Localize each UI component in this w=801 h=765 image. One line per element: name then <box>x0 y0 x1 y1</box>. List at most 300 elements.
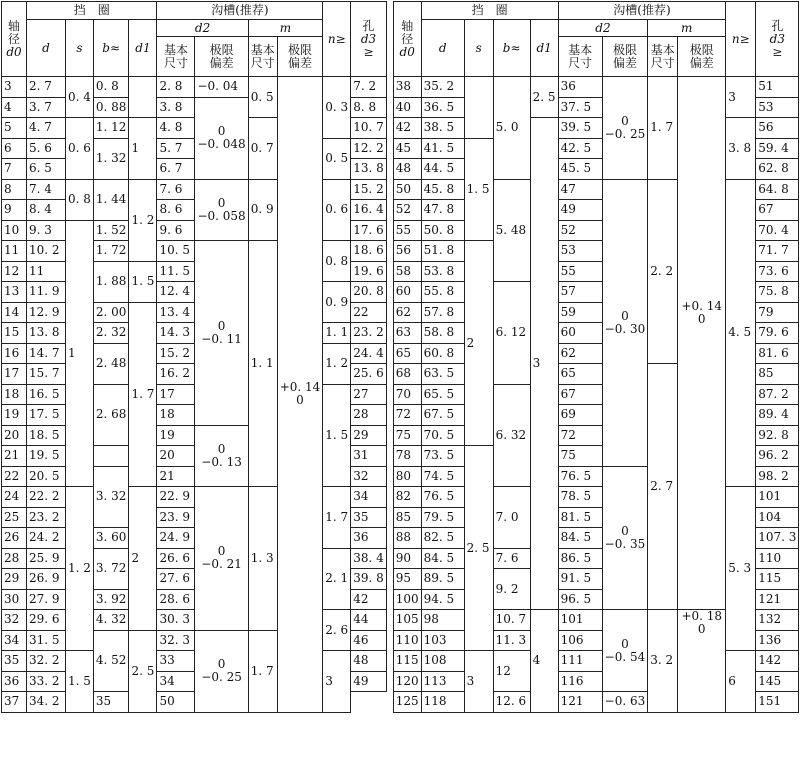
ring-b-cell: 3. 60 <box>93 528 129 549</box>
ring-d-cell: 14. 7 <box>27 343 66 364</box>
header-b <box>493 20 530 77</box>
shaft-diameter-cell: 58 <box>393 261 421 282</box>
ring-b-cell: 1. 52 <box>93 220 129 241</box>
hole-d3-cell: 104 <box>756 507 799 528</box>
shaft-diameter-cell: 22 <box>2 466 27 487</box>
ring-d-cell: 11. 9 <box>27 282 66 303</box>
header-shaft-d0 <box>2 2 27 77</box>
ring-s-cell: 0. 6 <box>66 118 94 180</box>
groove-d2-basic-cell: 7. 6 <box>157 179 195 200</box>
ring-d-cell: 38. 5 <box>421 118 464 139</box>
hole-d3-cell: 17. 6 <box>351 220 387 241</box>
table-row <box>393 651 799 672</box>
ring-s-cell: 1. 5 <box>464 138 493 241</box>
shaft-diameter-cell: 21 <box>2 446 27 467</box>
shaft-diameter-cell: 12 <box>2 261 27 282</box>
groove-m-tolerance-cell <box>678 77 726 610</box>
groove-d2-basic-cell: 19 <box>157 425 195 446</box>
header-hole-symbol: d3 <box>769 31 785 46</box>
tolerance-upper: 0 <box>217 195 226 210</box>
ring-b-cell: 11. 3 <box>493 630 530 651</box>
header-text: 尺寸 <box>650 55 675 70</box>
groove-d2-tolerance-cell <box>602 466 648 610</box>
ring-d-cell: 103 <box>421 630 464 651</box>
n-min-cell: 3. 8 <box>726 118 756 180</box>
hole-d3-cell: 62. 8 <box>756 159 799 180</box>
shaft-diameter-cell: 25 <box>2 507 27 528</box>
ring-b-cell: 4. 52 <box>93 630 129 692</box>
table-row <box>2 138 387 159</box>
header-text: 尺寸 <box>250 55 275 70</box>
ring-d-cell: 20. 5 <box>27 466 66 487</box>
shaft-diameter-cell: 11 <box>2 241 27 262</box>
ring-d-cell: 65. 5 <box>421 384 464 405</box>
groove-d2-basic-cell: 75 <box>558 446 602 467</box>
tolerance-upper: 0 <box>621 308 629 323</box>
tolerance-upper: 0 <box>621 523 629 538</box>
groove-d2-basic-cell: 30. 3 <box>157 610 195 631</box>
n-min-cell: 0. 3 <box>323 77 351 139</box>
header-d <box>421 20 464 77</box>
groove-m-basic-cell: 0. 7 <box>248 118 277 180</box>
groove-m-tolerance-cell <box>678 610 726 713</box>
n-min-cell: 2. 1 <box>323 548 351 610</box>
shaft-diameter-cell: 3 <box>2 77 27 98</box>
ring-d-cell: 113 <box>421 671 464 692</box>
ring-d-cell: 6. 5 <box>27 159 66 180</box>
tolerance-upper: −0. 04 <box>197 79 239 94</box>
shaft-diameter-cell: 80 <box>393 466 421 487</box>
tolerance-lower: −0. 35 <box>604 536 646 551</box>
header-text: 极限 <box>287 42 312 57</box>
ring-b-cell: 12 <box>493 651 530 692</box>
groove-d2-basic-cell: 10. 5 <box>157 241 195 262</box>
ring-b-cell: 5. 48 <box>493 179 530 282</box>
hole-d3-cell: 16. 4 <box>351 200 387 221</box>
shaft-diameter-cell: 20 <box>2 425 27 446</box>
header-text: 极限 <box>612 42 637 57</box>
header-b <box>93 20 129 77</box>
hole-d3-cell: 101 <box>756 487 799 508</box>
groove-d2-basic-cell: 47 <box>558 179 602 200</box>
shaft-diameter-cell: 36 <box>2 671 27 692</box>
ring-s-cell: 2 <box>464 241 493 446</box>
ring-d-cell: 67. 5 <box>421 405 464 426</box>
header-text: 尺寸 <box>568 55 593 70</box>
groove-d2-basic-cell: 13. 4 <box>157 302 195 323</box>
groove-d2-tolerance-cell <box>602 692 648 713</box>
table-row <box>2 651 387 672</box>
header-hole-text: 孔 <box>362 18 375 33</box>
header-m-text: m <box>279 20 292 35</box>
n-min-cell: 5. 3 <box>726 487 756 651</box>
n-min-cell: 1. 5 <box>323 384 351 487</box>
groove-m-tolerance-cell <box>277 77 323 713</box>
ring-b-cell: 9. 2 <box>493 569 530 610</box>
groove-d2-basic-cell: 39. 5 <box>558 118 602 139</box>
shaft-diameter-cell: 52 <box>393 200 421 221</box>
groove-m-basic-cell: 1. 1 <box>248 241 277 487</box>
shaft-diameter-cell: 10 <box>2 220 27 241</box>
header-d1 <box>129 20 157 77</box>
hole-d3-cell: 132 <box>756 610 799 631</box>
groove-d2-tolerance-cell <box>195 97 248 179</box>
shaft-diameter-cell: 55 <box>393 220 421 241</box>
groove-d2-basic-cell: 16. 2 <box>157 364 195 385</box>
hole-d3-cell: 81. 6 <box>756 343 799 364</box>
hole-d3-cell: 35 <box>351 507 387 528</box>
hole-d3-cell: 115 <box>756 569 799 590</box>
table-row <box>2 77 387 98</box>
n-min-cell: 4. 5 <box>726 179 756 487</box>
header-shaft-symbol: d0 <box>399 44 415 59</box>
header-shaft-text: 轴 <box>7 18 20 33</box>
hole-d3-cell: 151 <box>756 692 799 713</box>
header-m <box>648 20 726 37</box>
ring-d-cell: 18. 5 <box>27 425 66 446</box>
header-hole-d3 <box>351 2 387 77</box>
tolerance-lower: −0. 21 <box>201 557 242 572</box>
header-groove: 沟槽(推荐) <box>157 2 323 20</box>
groove-d2-basic-cell: 36 <box>558 77 602 98</box>
shaft-diameter-cell: 115 <box>393 651 421 672</box>
table-row <box>393 487 799 508</box>
ring-b-cell: 12. 6 <box>493 692 530 713</box>
hole-d3-cell: 79. 6 <box>756 323 799 344</box>
groove-d2-basic-cell: 116 <box>558 671 602 692</box>
header-d-text: d <box>438 40 447 55</box>
tolerance-lower: −0. 30 <box>604 321 646 336</box>
header-s-text: s <box>76 40 83 55</box>
n-min-cell: 6 <box>726 651 756 713</box>
shaft-diameter-cell: 13 <box>2 282 27 303</box>
shaft-diameter-cell: 18 <box>2 384 27 405</box>
shaft-diameter-cell: 42 <box>393 118 421 139</box>
groove-d2-tolerance-cell <box>195 241 248 426</box>
ring-b-cell: 4. 32 <box>93 610 129 631</box>
tolerance-lower: 0 <box>296 393 304 408</box>
ring-b-cell: 1. 44 <box>93 179 129 220</box>
ring-d-cell: 8. 4 <box>27 200 66 221</box>
shaft-diameter-cell: 6 <box>2 138 27 159</box>
groove-d2-tolerance-cell <box>602 77 648 180</box>
groove-d2-basic-cell: 35 <box>93 692 129 713</box>
hole-d3-cell: 73. 6 <box>756 261 799 282</box>
groove-m-basic-cell: 0. 9 <box>248 179 277 241</box>
ring-s-cell: 3 <box>464 651 493 713</box>
header-text: 尺寸 <box>163 55 188 70</box>
hole-d3-cell: 51 <box>756 77 799 98</box>
shaft-diameter-cell: 34 <box>2 630 27 651</box>
groove-d2-basic-cell: 22. 9 <box>157 487 195 508</box>
header-text: 偏差 <box>689 55 714 70</box>
header-d1 <box>530 20 558 77</box>
hole-d3-cell: 31 <box>351 446 387 467</box>
shaft-diameter-cell: 90 <box>393 548 421 569</box>
tolerance-lower: 0 <box>697 312 706 326</box>
ring-d-cell: 57. 8 <box>421 302 464 323</box>
header-m <box>248 20 323 37</box>
ring-s-cell <box>464 77 493 139</box>
hole-d3-cell: 71. 7 <box>756 241 799 262</box>
tolerance-upper: 0 <box>217 441 226 456</box>
hole-d3-cell: 18. 6 <box>351 241 387 262</box>
ring-s-cell: 1. 2 <box>66 487 94 651</box>
shaft-diameter-cell: 82 <box>393 487 421 508</box>
header-m-basic <box>648 37 678 77</box>
shaft-diameter-cell: 100 <box>393 589 421 610</box>
hole-d3-cell: 87. 2 <box>756 384 799 405</box>
hole-d3-cell: 42 <box>351 589 387 610</box>
ring-b-cell: 1. 32 <box>93 138 129 179</box>
hole-d3-cell: 56 <box>756 118 799 139</box>
hole-d3-cell: 121 <box>756 589 799 610</box>
groove-d2-basic-cell: 32. 3 <box>157 630 195 651</box>
tolerance-upper: 0 <box>621 113 629 128</box>
header-d <box>27 20 66 77</box>
tolerance-upper: +0. 18 <box>681 609 723 623</box>
groove-d2-basic-cell: 55 <box>558 261 602 282</box>
hole-d3-cell: 70. 4 <box>756 220 799 241</box>
groove-d2-basic-cell: 76. 5 <box>558 466 602 487</box>
ring-b-cell: 1. 88 <box>93 261 129 302</box>
header-m-text: m <box>681 20 693 35</box>
groove-d2-basic-cell: 34 <box>157 671 195 692</box>
hole-d3-cell: 34 <box>351 487 387 508</box>
tolerance-upper: 0 <box>217 657 226 671</box>
ring-s-cell: 1 <box>66 220 94 487</box>
header-hole-text: ≥ <box>363 44 374 59</box>
groove-d2-basic-cell: 37. 5 <box>558 97 602 118</box>
ring-d1-cell: 1. 5 <box>129 261 157 302</box>
groove-d2-basic-cell: 59 <box>558 302 602 323</box>
shaft-diameter-cell: 125 <box>393 692 421 713</box>
hole-d3-cell: 92. 8 <box>756 425 799 446</box>
header-s <box>66 20 94 77</box>
ring-d-cell: 55. 8 <box>421 282 464 303</box>
ring-d-cell: 34. 2 <box>27 692 66 713</box>
ring-d1-cell <box>129 77 157 118</box>
tolerance-upper: +0. 14 <box>279 380 321 395</box>
ring-d-cell: 24. 2 <box>27 528 66 549</box>
header-shaft-text: 轴 <box>401 18 414 33</box>
ring-d-cell: 5. 6 <box>27 138 66 159</box>
header-d2 <box>157 20 248 37</box>
ring-d-cell: 108 <box>421 651 464 672</box>
groove-d2-basic-cell: 111 <box>558 651 602 672</box>
table-row <box>2 384 387 405</box>
tolerance-lower: 0 <box>697 622 706 636</box>
groove-d2-basic-cell: 9. 6 <box>157 220 195 241</box>
header-d2-text: d2 <box>194 20 211 35</box>
retaining-ring-table <box>1 1 799 713</box>
ring-d-cell: 9. 3 <box>27 220 66 241</box>
hole-d3-cell: 10. 7 <box>351 118 387 139</box>
ring-d-cell: 41. 5 <box>421 138 464 159</box>
ring-d-cell: 3. 7 <box>27 97 66 118</box>
shaft-table-right <box>393 1 800 713</box>
groove-d2-basic-cell: 62 <box>558 343 602 364</box>
hole-d3-cell: 36 <box>351 528 387 549</box>
ring-d-cell: 17. 5 <box>27 405 66 426</box>
groove-d2-tolerance-cell <box>602 179 648 466</box>
shaft-diameter-cell: 72 <box>393 405 421 426</box>
ring-d-cell: 79. 5 <box>421 507 464 528</box>
hole-d3-cell: 22 <box>351 302 387 323</box>
hole-d3-cell: 20. 8 <box>351 282 387 303</box>
groove-d2-basic-cell: 49 <box>558 200 602 221</box>
header-d2-limit <box>195 37 248 77</box>
table-row <box>2 179 387 200</box>
hole-d3-cell: 39. 8 <box>351 569 387 590</box>
ring-b-cell: 7. 0 <box>493 487 530 549</box>
hole-d3-cell: 85 <box>756 364 799 385</box>
groove-d2-basic-cell: 21 <box>157 466 195 487</box>
shaft-diameter-cell: 28 <box>2 548 27 569</box>
ring-d-cell: 32. 2 <box>27 651 66 672</box>
header-text: 偏差 <box>209 55 234 70</box>
table-row <box>2 323 387 344</box>
groove-m-basic-cell: 0. 5 <box>248 77 277 118</box>
groove-d2-basic-cell: 101 <box>558 610 602 631</box>
ring-d-cell: 27. 9 <box>27 589 66 610</box>
ring-d-cell: 89. 5 <box>421 569 464 590</box>
table-row <box>393 179 799 200</box>
groove-d2-basic-cell: 65 <box>558 364 602 385</box>
header-shaft-symbol: d0 <box>6 44 22 59</box>
ring-d-cell: 44. 5 <box>421 159 464 180</box>
ring-d1-cell: 3 <box>530 118 558 610</box>
groove-d2-basic-cell: 6. 7 <box>157 159 195 180</box>
header-d1-text: d1 <box>135 40 151 55</box>
groove-d2-basic-cell: 20 <box>157 446 195 467</box>
hole-d3-cell: 98. 2 <box>756 466 799 487</box>
hole-d3-cell: 75. 8 <box>756 282 799 303</box>
shaft-diameter-cell: 24 <box>2 487 27 508</box>
shaft-diameter-cell: 37 <box>2 692 27 713</box>
groove-d2-basic-cell: 8. 6 <box>157 200 195 221</box>
groove-m-basic-cell: 1. 3 <box>248 487 277 631</box>
table-row <box>393 77 799 98</box>
tolerance-lower: −0. 25 <box>604 126 646 141</box>
header-n <box>323 2 351 77</box>
groove-d2-basic-cell: 11. 5 <box>157 261 195 282</box>
hole-d3-cell: 79 <box>756 302 799 323</box>
ring-d-cell: 25. 9 <box>27 548 66 569</box>
ring-d-cell: 13. 8 <box>27 323 66 344</box>
ring-b-cell: 2. 48 <box>93 343 129 384</box>
ring-d-cell: 26. 9 <box>27 569 66 590</box>
shaft-diameter-cell: 105 <box>393 610 421 631</box>
shaft-diameter-cell: 32 <box>2 610 27 631</box>
tolerance-upper: 0 <box>217 318 226 333</box>
shaft-diameter-cell: 9 <box>2 200 27 221</box>
table-row <box>2 241 387 262</box>
header-text: 偏差 <box>612 55 637 70</box>
ring-d-cell: 98 <box>421 610 464 631</box>
header-text: 偏差 <box>287 55 312 70</box>
ring-d-cell: 84. 5 <box>421 548 464 569</box>
shaft-diameter-cell: 29 <box>2 569 27 590</box>
hole-d3-cell: 38. 4 <box>351 548 387 569</box>
ring-s-cell: 0. 4 <box>66 77 94 118</box>
groove-m-basic-cell: 1. 7 <box>648 77 678 180</box>
groove-m-basic-cell: 3. 2 <box>648 610 678 713</box>
table-row <box>2 343 387 364</box>
groove-d2-basic-cell: 26. 6 <box>157 548 195 569</box>
hole-d3-cell: 48 <box>351 651 387 672</box>
ring-b-cell: 10. 7 <box>493 610 530 631</box>
shaft-diameter-cell: 26 <box>2 528 27 549</box>
ring-b-cell: 3. 92 <box>93 589 129 610</box>
n-min-cell: 0. 5 <box>323 138 351 179</box>
shaft-diameter-cell: 14 <box>2 302 27 323</box>
shaft-diameter-cell: 68 <box>393 364 421 385</box>
n-min-cell: 1. 2 <box>323 343 351 384</box>
ring-b-cell: 5. 0 <box>493 77 530 180</box>
header-text: 基本 <box>163 42 188 57</box>
shaft-diameter-cell: 38 <box>393 77 421 98</box>
n-min-cell: 0. 6 <box>323 179 351 241</box>
ring-b-cell: 3. 32 <box>93 466 129 528</box>
hole-d3-cell: 49 <box>351 671 387 692</box>
shaft-diameter-cell: 17 <box>2 364 27 385</box>
shaft-diameter-cell: 120 <box>393 671 421 692</box>
hole-d3-cell: 44 <box>351 610 387 631</box>
groove-d2-basic-cell: 78. 5 <box>558 487 602 508</box>
groove-d2-basic-cell: 69 <box>558 405 602 426</box>
table-row <box>2 548 387 569</box>
groove-m-basic-cell: 2. 7 <box>648 364 678 610</box>
header-retainer: 挡 圈 <box>27 2 157 20</box>
shaft-diameter-cell: 19 <box>2 405 27 426</box>
n-min-cell: 0. 8 <box>323 241 351 282</box>
header-retainer: 挡 圈 <box>421 2 558 20</box>
groove-d2-basic-cell: 86. 5 <box>558 548 602 569</box>
ring-d-cell: 63. 5 <box>421 364 464 385</box>
ring-d1-cell: 2. 5 <box>530 77 558 118</box>
tolerance-lower: −0. 058 <box>197 208 246 223</box>
groove-d2-basic-cell: 33 <box>157 651 195 672</box>
header-d-text: d <box>42 40 50 55</box>
groove-d2-basic-cell: 24. 9 <box>157 528 195 549</box>
header-d2-basic <box>157 37 195 77</box>
groove-d2-basic-cell: 121 <box>558 692 602 713</box>
groove-d2-basic-cell: 67 <box>558 384 602 405</box>
header-n-text: n≥ <box>731 31 750 46</box>
hole-d3-cell: 13. 8 <box>351 159 387 180</box>
groove-d2-basic-cell: 12. 4 <box>157 282 195 303</box>
groove-m-basic-cell: 2. 2 <box>648 179 678 364</box>
hole-d3-cell: 110 <box>756 548 799 569</box>
header-d2-basic <box>558 37 602 77</box>
ring-d1-cell: 1. 7 <box>129 302 157 487</box>
hole-d3-cell: 136 <box>756 630 799 651</box>
shaft-diameter-cell: 4 <box>2 97 27 118</box>
tolerance-upper: 0 <box>621 636 629 651</box>
ring-s-cell: 1. 5 <box>66 651 94 713</box>
header-groove: 沟槽(推荐) <box>558 2 726 20</box>
ring-d-cell: 74. 5 <box>421 466 464 487</box>
ring-d-cell: 50. 8 <box>421 220 464 241</box>
groove-d2-basic-cell: 52 <box>558 220 602 241</box>
header-hole-text: ≥ <box>772 44 783 59</box>
shaft-diameter-cell: 48 <box>393 159 421 180</box>
ring-b-cell: 0. 8 <box>93 77 129 98</box>
shaft-diameter-cell: 70 <box>393 384 421 405</box>
hole-d3-cell: 46 <box>351 630 387 651</box>
ring-d1-cell: 2. 5 <box>129 630 157 712</box>
